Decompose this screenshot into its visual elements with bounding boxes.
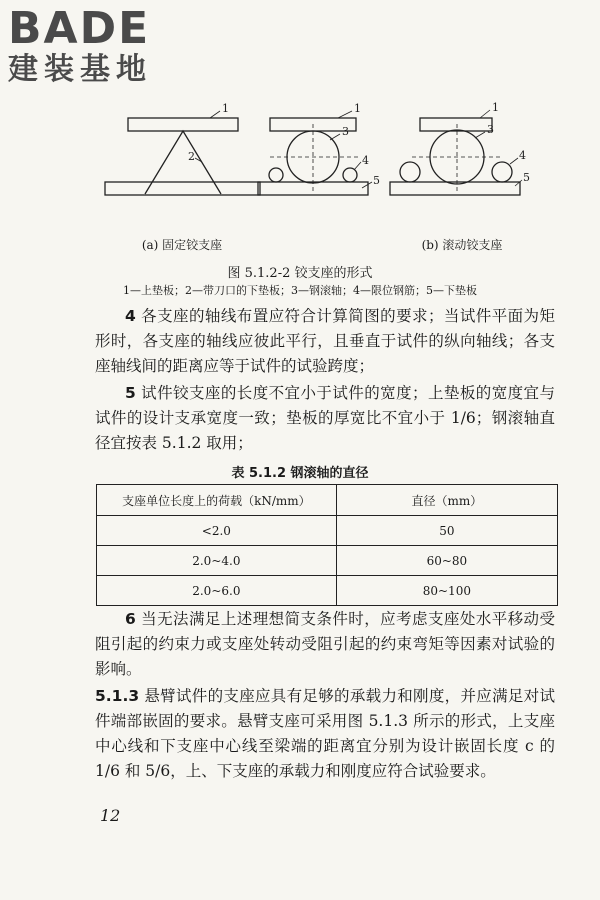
section-number: 5.1.3 [95, 687, 140, 705]
fig-a-leader-1 [210, 111, 220, 118]
paragraph-item-4 [95, 304, 555, 379]
fig-label-4: 4 [362, 154, 369, 167]
fig-b-label-3: 3 [487, 123, 494, 136]
item-text: 各支座的轴线布置应符合计算简图的要求；当试件平面为矩形时，各支座的轴线应彼此平行，且垂直于试件的纵向轴线；各支座轴线间的距离应等于试件的试验跨度； [95, 307, 555, 375]
table-header-cell: 支座单位长度上的荷载（kN/mm） [97, 485, 337, 516]
fig-b-label-5: 5 [523, 171, 530, 184]
table-header-cell: 直径（mm） [336, 485, 557, 516]
paragraph-item-6 [95, 607, 555, 682]
figure-title: 图 5.1.2-2 铰支座的形式 [227, 266, 373, 281]
item-number: 4 [125, 307, 136, 325]
fig-a2-stop-left [269, 168, 283, 182]
fig-label-3: 3 [342, 125, 349, 138]
table-row [97, 516, 558, 546]
fig-a-knife-support [145, 131, 221, 194]
table-cell: 50 [336, 516, 557, 546]
fig-a-upper-plate [128, 118, 238, 131]
figure-legend: 1—上垫板；2—带刀口的下垫板；3—钢滚轴；4—限位钢筋；5—下垫板 [123, 284, 477, 297]
hinge-support-figure [90, 100, 550, 250]
table-cell: 2.0~4.0 [97, 546, 337, 576]
paragraph-section-5-1-3 [95, 684, 555, 784]
table-row [97, 576, 558, 606]
fig-label-2: 2 [188, 150, 195, 163]
item-number: 5 [125, 384, 136, 402]
table-cell: 60~80 [336, 546, 557, 576]
roller-diameter-table [96, 484, 558, 606]
paragraph-item-5 [95, 381, 555, 456]
item-number: 6 [125, 610, 136, 628]
item-text: 试件铰支座的长度不宜小于试件的宽度；上垫板的宽度宜与试件的设计支承宽度一致；垫板的厚宽比不宜小于 1/6；钢滚轴直径宜按表 5.1.2 取用； [95, 384, 555, 452]
fig-b-stop-right [492, 162, 512, 182]
fig-a-lower-plate [105, 182, 260, 195]
figure-caption-a: (a) 固定铰支座 [141, 238, 223, 252]
item-text: 当无法满足上述理想简支条件时，应考虑支座处水平移动受阻引起的约束力或支座处转动受阻引起的约束弯矩等因素对试验的影响。 [95, 610, 555, 678]
table-cell: 2.0~6.0 [97, 576, 337, 606]
watermark-subtitle: 建装基地 [8, 52, 152, 87]
table-cell: 80~100 [336, 576, 557, 606]
figure-caption-b: (b) 滚动铰支座 [421, 238, 503, 252]
section-text: 悬臂试件的支座应具有足够的承载力和刚度，并应满足对试件端部嵌固的要求。悬臂支座可采用图 5.1.3 所示的形式，上支座中心线和下支座中心线至梁端的距离宜分别为设计嵌固长度 c 的 1/6 和 5/6，上、下支座的承载力和刚度应符合试验要求。 [95, 687, 555, 780]
fig-b-label-1: 1 [492, 101, 499, 114]
fig-a2-stop-right [343, 168, 357, 182]
table-row [97, 546, 558, 576]
fig-b-upper-plate [420, 118, 492, 131]
fig-label-1: 1 [354, 102, 361, 115]
watermark-brand: BADE [8, 3, 151, 54]
table-cell: <2.0 [97, 516, 337, 546]
page-number: 12 [100, 806, 121, 825]
table-header-row [97, 485, 558, 516]
fig-label-5: 5 [373, 174, 380, 187]
fig-b-stop-left [400, 162, 420, 182]
table-title: 表 5.1.2 钢滚轴的直径 [231, 466, 369, 481]
fig-label-1: 1 [222, 102, 229, 115]
watermark-logo [8, 3, 178, 96]
fig-b-label-4: 4 [519, 149, 526, 162]
